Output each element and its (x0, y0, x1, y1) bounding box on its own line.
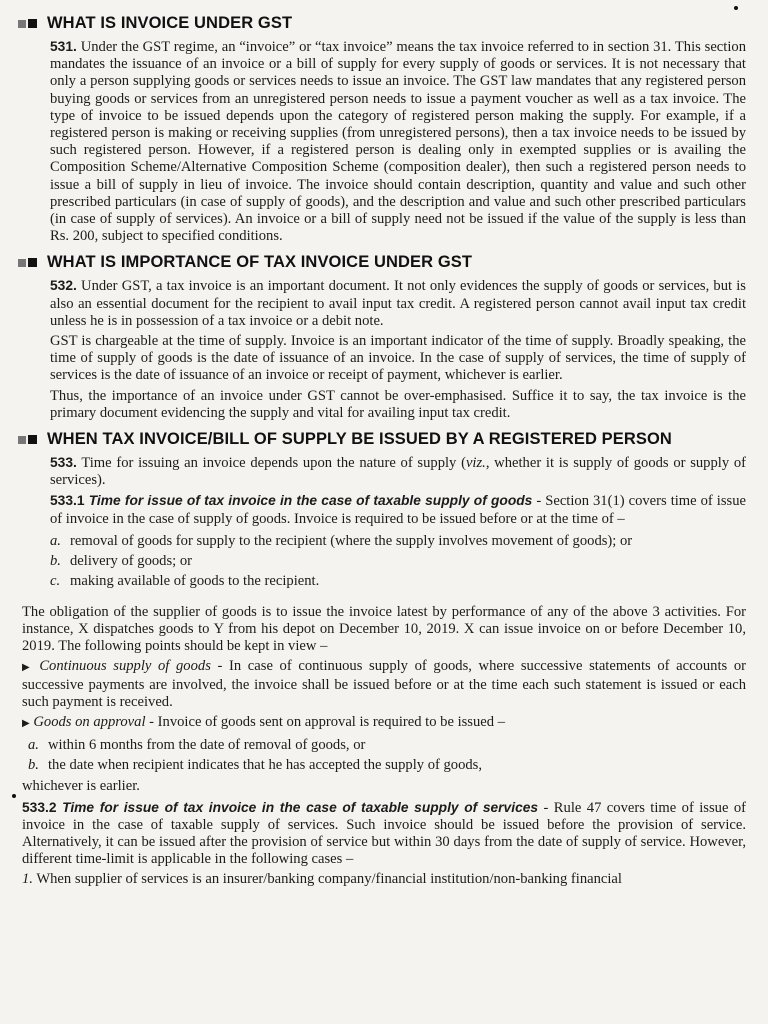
last-list-item (22, 871, 746, 888)
section-bullet-icon (18, 19, 37, 28)
subsection-title (50, 493, 532, 508)
subsection-title (22, 800, 538, 815)
continuous-supply-paragraph (22, 658, 746, 711)
approval-paragraph (22, 714, 746, 732)
paragraph-number: 531. (50, 39, 77, 54)
list-text: making available of goods to the recipient. (70, 572, 320, 589)
list-label: a. (50, 532, 61, 549)
list-item (50, 571, 746, 591)
speck-mark (734, 6, 738, 10)
paragraph-532 (22, 277, 746, 330)
paragraph-532-b: GST is chargeable at the time of supply. Invoice is an important indicator of the time of supply. Broadly speaking, the time of supply of goods is the date of issuance of an invoice. In the case of supply of services, the time of supply of services is the date of issuance of an invoice or receipt of payment, whichever is earlier. (50, 333, 746, 384)
approval-list (28, 735, 746, 775)
list-item (28, 755, 746, 775)
list-label: 1. (22, 871, 33, 888)
triangle-arrow-icon: ▶ (22, 662, 33, 674)
paragraph-533-1 (22, 492, 746, 527)
section-heading (18, 430, 746, 449)
paragraph-533 (22, 454, 746, 489)
whichever-text: whichever is earlier. (22, 778, 140, 795)
paragraph-text: - Invoice of goods sent on approval is required to be issued – (145, 714, 506, 731)
viz-text: viz. (465, 455, 486, 472)
approval-label: Goods on approval (33, 714, 146, 731)
list-text: the date when recipient indicates that he has accepted the supply of goods, (48, 757, 483, 774)
section-heading-text: WHAT IS IMPORTANCE OF TAX INVOICE UNDER GST (47, 253, 473, 272)
paragraph-number: 532. (50, 278, 77, 294)
list-text: within 6 months from the date of removal of goods, or (48, 737, 366, 754)
paragraph-text: - In case of continuous supply of goods, where successive statements of accounts or successive payments are involved, the invoice shall be issued before or at the time each such statement is issued or each such payment is received. (22, 658, 746, 710)
paragraph-text: Time for issuing an invoice depends upon the nature of supply ( (81, 455, 466, 472)
triangle-arrow-icon: ▶ (22, 718, 30, 730)
speck-mark (12, 794, 16, 798)
list-label: a. (28, 737, 39, 754)
continuous-supply-label: Continuous supply of goods (39, 658, 211, 675)
paragraph-532-c: Thus, the importance of an invoice under GST cannot be over-emphasised. Suffice it to say, the tax invoice is the primary document evidencing the supply and vital for availing input tax credit. (50, 387, 746, 421)
paragraph-text: Under the GST regime, an “invoice” or “tax invoice” means the tax invoice referred to in section 31. This section mandates the issuance of an invoice or a bill of supply for every supply of goods or services. It is not necessary that only a person supplying goods or services needs to issue an invoice. The GST law mandates that any registered person buying goods or services from an unregistered person needs to issue a payment voucher as well as a tax invoice. The type of invoice to be issued depends upon the category of registered person making the supply. For example, if a registered person is making or receiving supplies (from unregistered persons), then a tax invoice needs to be issued by such registered person. However, if a registered person is dealing only in exempted supplies or is availing the Composition Scheme/Alternative Composition Scheme (composition dealer), then such a registered person needs to issue a bill of supply in lieu of invoice. The invoice should contain description, quantity and value and such other prescribed particulars (in case of supply of goods), and the description and value and such other prescribed particulars (in case of supply of services). An invoice or a bill of supply need not be issued if the value of the supply is less than Rs. 200, subject to specified conditions. (50, 39, 746, 245)
list-text: removal of goods for supply to the recipient (where the supply involves movement of goods); or (70, 532, 633, 549)
paragraph-531 (22, 38, 746, 245)
section-bullet-icon (18, 258, 37, 267)
list-text: delivery of goods; or (70, 552, 192, 569)
section-heading (18, 14, 746, 33)
subsection-title-text: Time for issue of tax invoice in the case of taxable supply of services (62, 799, 539, 815)
paragraph-533-2 (22, 799, 746, 869)
list-item (50, 551, 746, 571)
section-heading-text: WHEN TAX INVOICE/BILL OF SUPPLY BE ISSUED BY A REGISTERED PERSON (47, 430, 672, 449)
section-heading-text: WHAT IS INVOICE UNDER GST (47, 14, 293, 32)
subsection-number: 533.1 (50, 493, 85, 509)
paragraph-number: 533. (50, 455, 77, 471)
subsection-number: 533.2 (22, 799, 57, 815)
paragraph-text: , whether it is supply of goods or supply of services). (50, 455, 747, 489)
list-text: When supplier of services is an insurer/banking company/financial institution/non-banking financial (36, 871, 622, 888)
section-bullet-icon (18, 435, 37, 444)
list-label: b. (50, 552, 61, 569)
paragraph-text: Under GST, a tax invoice is an important document. It not only evidences the supply of goods or services, but is also an essential document for the recipient to avail input tax credit. A registered person cannot avail input tax credit unless he is in possession of a tax invoice or a debit note. (50, 278, 746, 329)
sub1-list (50, 531, 746, 591)
list-label: c. (50, 572, 61, 589)
list-item (28, 735, 746, 755)
obligation-paragraph: The obligation of the supplier of goods is to issue the invoice latest by performance of any of the above 3 activities. For instance, X dispatches goods to Y from his depot on December 10, 2019. X can issue invoice on or before December 10, 2019. The following points should be kept in view – (22, 603, 746, 655)
paragraph-text: - Rule 47 covers time of issue of invoice in the case of taxable supply of services. Such invoice should be issued before the provision of service. Alternatively, it can be issued after the provision of service but within 30 days from the date of supply of service. However, different time-limit is applicable in the following cases – (22, 799, 747, 868)
section-heading (18, 253, 746, 272)
subsection-title-text: Time for issue of tax invoice in the case of taxable supply of goods (88, 493, 533, 509)
list-label: b. (28, 757, 39, 774)
paragraph-text: - Section 31(1) covers time of issue of invoice in the case of supply of goods. Invoice is required to be issued before or at the time of – (50, 493, 746, 527)
list-item (50, 531, 746, 551)
